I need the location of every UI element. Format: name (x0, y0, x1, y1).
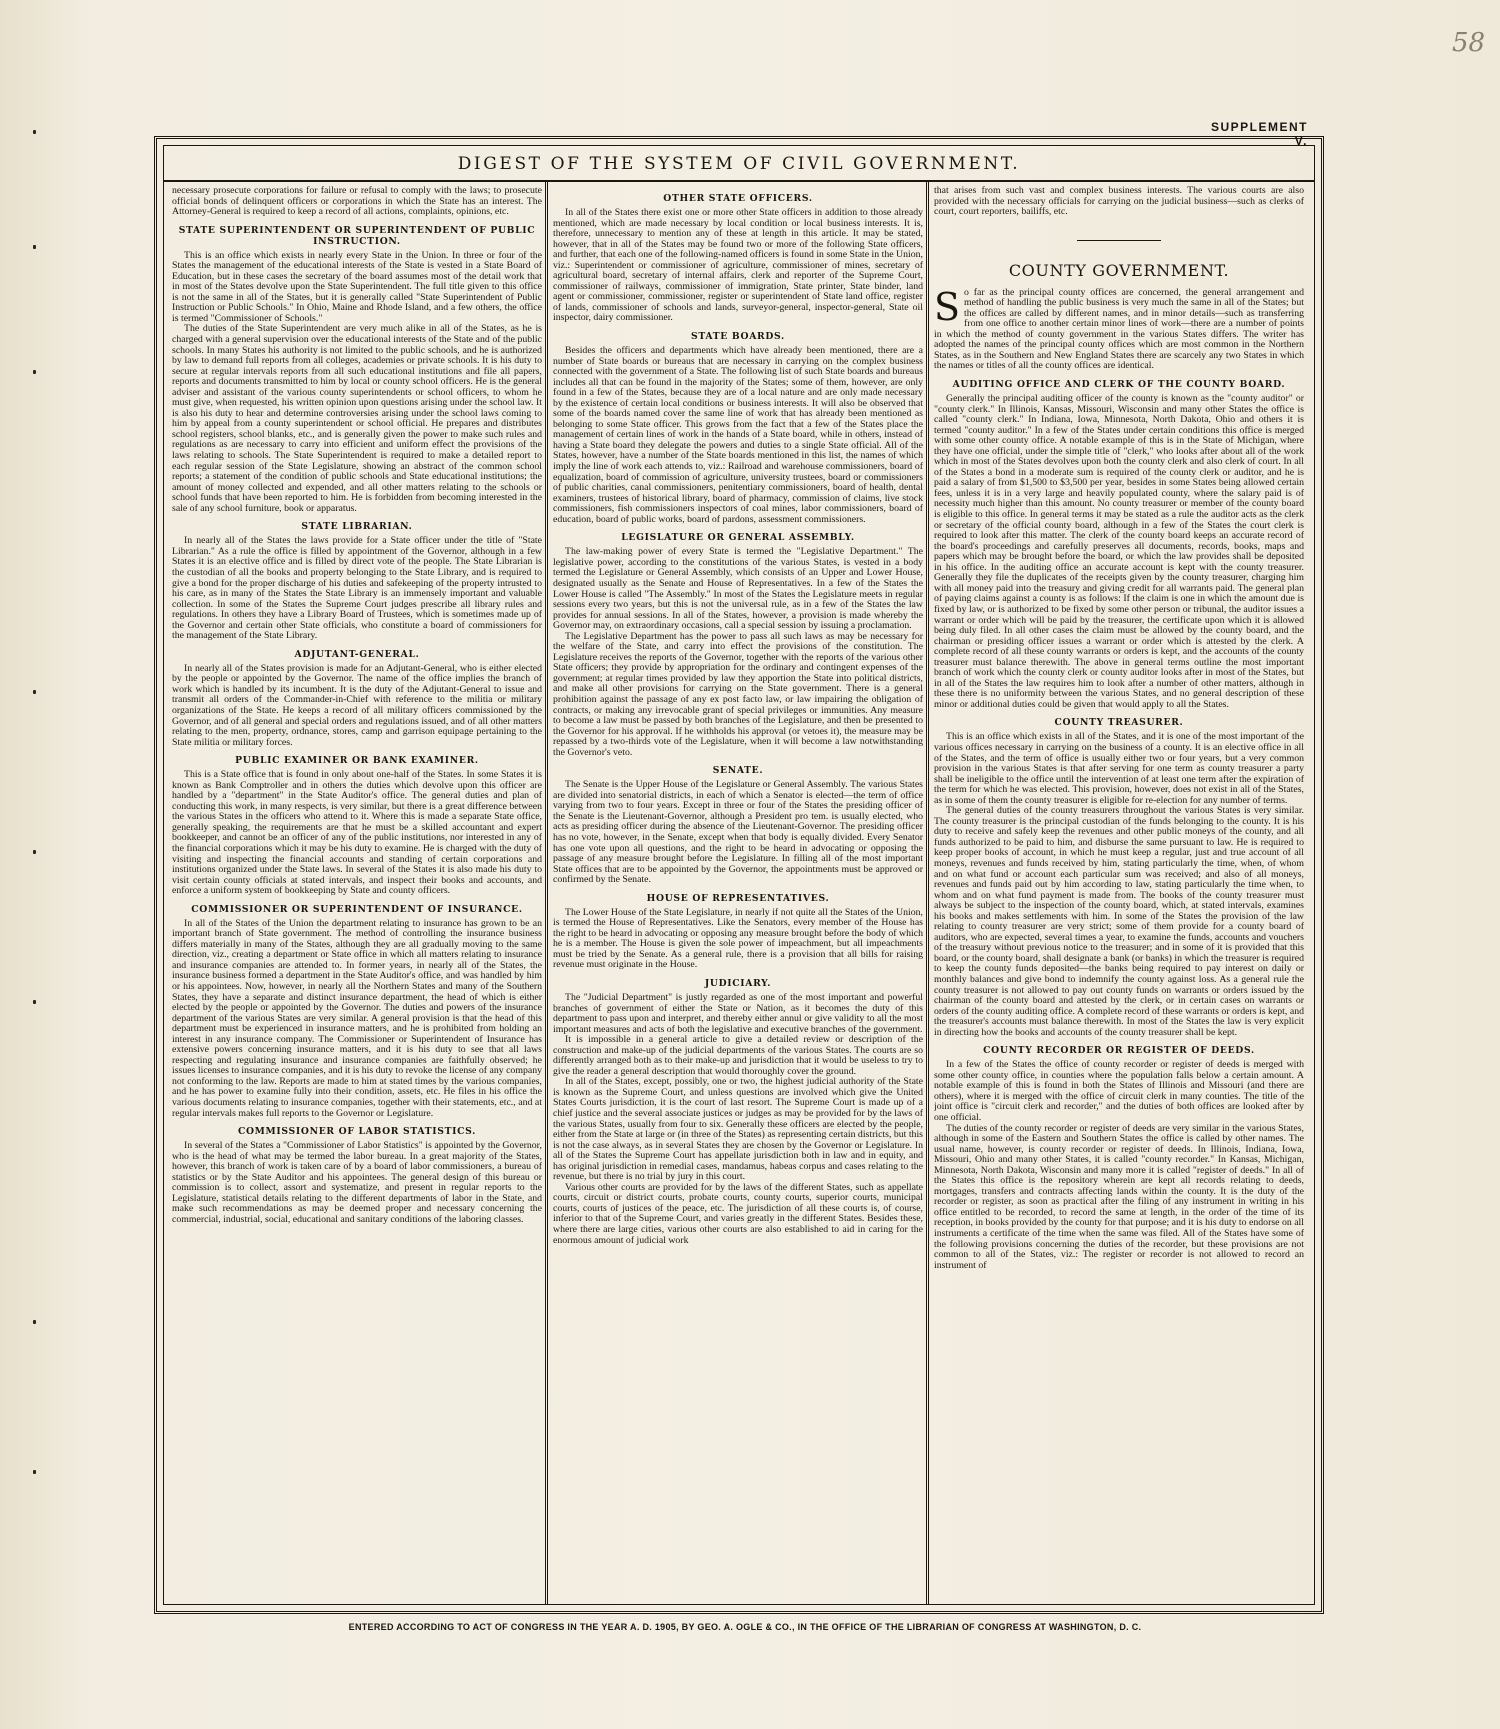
section-heading-recorder: COUNTY RECORDER OR REGISTER OF DEEDS. (983, 1045, 1255, 1057)
paragraph: The Senate is the Upper House of the Legislature or General Assembly. The various States are divided into senatorial districts, in each of which a Senator is elected—the term of office varying from two to four years. Except in three or four of the States the presiding officer of the Senate is the Lieutenant-Governor, although a President pro tem. is usually elected, who acts as presiding officer during the absence of the Lieutenant-Governor. The presiding officer has no vote, however, in the Senate, except when that body is equally divided. Every Senator has one vote upon all questions, and the right to be heard in advocating or opposing the passage of any measure brought before the Legislature. In filling all of the most important State offices that are to be appointed by the Governor, the appointments must be approved or confirmed by the Senate. (553, 779, 923, 886)
column-divider (545, 182, 548, 1604)
content-inner-frame (163, 145, 1315, 1605)
content-frame (154, 136, 1324, 1614)
copyright-footer: ENTERED ACCORDING TO ACT OF CONGRESS IN THE YEAR A. D. 1905, BY GEO. A. OGLE & CO., IN THE OFFICE OF THE LIBRARIAN OF CONGRESS AT WASHINGTON, D. C. (348, 1622, 1142, 1632)
section-divider (1077, 240, 1161, 241)
binding-hole-mark (33, 1320, 36, 1324)
paragraph: In nearly all of the States provision is made for an Adjutant-General, who is either elected by the people or appointed by the Governor. The name of the office implies the branch of work which is handled by its incumbent. It is the duty of the Adjutant-General to issue and transmit all orders of the Commander-in-Chief with reference to the militia or military organizations of the State. He keeps a record of all military officers commissioned by the Governor, and of all general and special orders and regulations issued, and of all other matters relating to the men, property, ordnance, stores, camp and garrison equipage pertaining to the State militia or military forces. (172, 662, 542, 748)
paragraph (934, 284, 1304, 372)
paragraph: that arises from such vast and complex business interests. The various courts are also provided with the necessary officials for carrying on the judicial business—such as clerks of court, court reporters, bailiffs, etc. (934, 186, 1304, 218)
paragraph: The "Judicial Department" is justly regarded as one of the most important and powerful branches of government of either the State or Nation, as it becomes the duty of this department to pass upon and interpret, and thereby either annul or give validity to all the most important measures and acts of both the legislative and executive branches of the government. (553, 992, 923, 1035)
paragraph: Various other courts are provided for by the laws of the different States, such as appellate courts, circuit or district courts, probate courts, county courts, superior courts, municipal courts, courts of justices of the peace, etc. The jurisdiction of all these courts is, of course, inferior to that of the Supreme Court, and varies greatly in the different States. Besides these, where there are large cities, various other courts are also established to aid in caring for the enormous amount of judicial work (553, 1181, 923, 1246)
binding-hole-mark (33, 370, 36, 374)
paragraph: Generally the principal auditing officer of the county is known as the "county auditor" or "county clerk." In Illinois, Kansas, Missouri, Wisconsin and many other States the office is called "county clerk." In Indiana, Iowa, Minnesota, North Dakota, Ohio and others it is termed "county auditor." In a few of the States under certain conditions this office is merged with some other county office. A notable example of this is in the State of Michigan, where they have one official, under the simple title of "clerk," who looks after about all of the work which in most of the States devolves upon both the county clerk and also clerk of court. In all of the States a bond in a moderate sum is required of the county clerk or auditor, and he is paid a salary of from $1,500 to $3,500 per year, besides in some States being allowed certain fees, unless it is in a very large and heavily populated county, where the salary paid is of necessity much higher than this amount. No county treasurer or member of the county board is eligible to this office. In general terms it may be stated as a rule the auditor acts as the clerk or secretary of the official county board, although in a few of the States the court clerk is required to look after this matter. The clerk of the county board keeps an accurate record of the board's proceedings and carefully preserves all documents, records, books, maps and papers which may be brought before the board, or which the law provides shall be deposited in his office. In the auditing office an accurate account is kept with the county treasurer. Generally they file the duplicates of the receipts given by the county treasurer, charging him with all money paid into the treasury and giving credit for all warrants paid. The general plan of paying claims against a county is as follows: If the claim is one in which the amount due is fixed by law, or is authorized to be fixed by some other person or tribunal, the auditor issues a warrant or order which will be paid by the treasurer, the certificate upon which it is allowed being duly filed. In all other cases the claim must be allowed by the county board, and the chairman or presiding officer issues a warrant or order which is attested by the clerk. A complete record of all these county warrants or orders is kept, and the accounts of the county treasurer must balance therewith. The above in general terms outline the most important branch of work which the county clerk or county auditor looks after in most of the States, but in all of the States the law requires him to look after a number of other matters, although in these there is no uniformity between the various States, and no general description of these minor or additional duties could be given that would apply to all the States. (934, 393, 1304, 710)
section-heading-treasurer: COUNTY TREASURER. (1054, 717, 1184, 729)
paragraph: It is impossible in a general article to give a detailed review or description of the construction and make-up of the judicial departments of the various States. The courts are so differently arranged both as to their make-up and jurisdiction that it would be useless to try to give the reader a general description that would thoroughly cover the ground. (553, 1034, 923, 1077)
binding-hole-mark (33, 1000, 36, 1004)
paragraph: This is a State office that is found in only about one-half of the States. In some States it is known as Bank Comptroller and in others the duties which devolve upon this officer are handled by a "department" in the State Auditor's office. The general duties and plan of conducting this work, in many respects, is very similar, but there is a great difference between the various States in the officers who attend to it. Where this is made a separate State office, generally speaking, the requirements are that he must be a skilled accountant and expert bookkeeper, and cannot be an officer of any of the public institutions, nor interested in any of the financial corporations which it may be his duty to examine. He is charged with the duty of visiting and inspecting the financial accounts and standing of certain corporations and institutions organized under the State laws. In several of the States it is also made his duty to visit certain county officials at stated intervals, and inspect their books and accounts, and enforce a uniform system of bookkeeping by State and county officers. (172, 769, 542, 897)
paragraph: In all of the States, except, possibly, one or two, the highest judicial authority of the State is known as the Supreme Court, and unless questions are involved which give the United States Courts jurisdiction, it is the court of last resort. The Supreme Court is made up of a chief justice and the several associate justices or judges as may be provided for by the laws of the various States, usually from four to six. Generally these officers are elected by the people, either from the State at large or (in three of the States) as representing certain districts, but this is not the case always, as in several States they are chosen by the Governor or Legislature. In all of the States the Supreme Court has appellate jurisdiction both in law and in equity, and has original jurisdiction in remedial cases, mandamus, habeas corpus and cases relating to the revenue, but there is no trial by jury in this court. (553, 1076, 923, 1183)
page-number: 58 (1452, 28, 1486, 58)
binding-hole-mark (33, 850, 36, 854)
paragraph: necessary prosecute corporations for failure or refusal to comply with the laws; to prosecute official bonds of delinquent officers or corporations in which the State has an interest. The Attorney-General is required to keep a record of all actions, complaints, opinions, etc. (172, 186, 542, 218)
paragraph: The general duties of the county treasurers throughout the various States is very similar. The county treasurer is the principal custodian of the funds belonging to the county. It is his duty to receive and safely keep the revenues and other public moneys of the county, and all funds authorized to be paid to him, and disburse the same pursuant to law. He is required to keep proper books of account, in which he must keep a regular, just and true account of all moneys, revenues and funds received by him, stating particularly the time, when, of whom and on what fund or account each particular sum was received; and also of all moneys, revenues and funds paid out by him according to law, stating particularly the time when, to whom and on what fund payment is made from. The books of the county treasurer must always be subject to the inspection of the county board, which, at stated intervals, examines his books and makes settlements with him. In some of the States the provision of the law relating to county treasurer are very strict; some of them provide for a county board of auditors, who are expected, several times a year, to examine the funds, accounts and vouchers of the treasury without previous notice to the treasurer; and in some of it is provided that this board, or the county board, shall designate a bank (or banks) in which the treasurer is required to keep the county funds deposited—the banks being required to pay interest on daily or monthly balances and give bond to indemnify the county against loss. As a general rule the county treasurer is not allowed to pay out county funds on warrants or orders issued by the chairman of the county board and attested by the clerk, or in certain cases on warrants or orders of the county auditing office. A complete record of these warrants or orders is kept, and the treasurer's accounts must balance therewith. In most of the States the law is very explicit in directing how the books and accounts of the county treasurer shall be kept. (934, 805, 1304, 1038)
binding-hole-mark (33, 130, 36, 134)
binding-hole-mark (33, 1470, 36, 1474)
column-divider (926, 182, 929, 1604)
section-heading-adjutant: ADJUTANT-GENERAL. (294, 648, 420, 660)
section-heading-librarian: STATE LIBRARIAN. (301, 521, 413, 533)
section-heading-insurance: COMMISSIONER OR SUPERINTENDENT OF INSURANCE. (191, 903, 523, 915)
paragraph: The duties of the county recorder or register of deeds are very similar in the various States, although in some of the Eastern and Southern States the office is called by other names. The usual name, however, is county recorder or register of deeds. In Illinois, Indiana, Iowa, Missouri, Ohio and many other States, it is called "county recorder." In Kansas, Michigan, Minnesota, North Dakota, Wisconsin and many more it is called "register of deeds." In all of the States this office is the repository wherein are kept all records relating to deeds, mortgages, transfers and contracts affecting lands within the county. It is the duty of the recorder or register, as soon as practical after the filing of any instrument in writing in his office entitled to be recorded, to record the same at length, in the order of the time of its reception, in books provided by the county for that purpose; and it is his duty to endorse on all instruments a certificate of the time when the same was filed. All of the States have some of the following provisions concerning the duties of the recorder, but these provisions are not common to all of the States, viz.: The register or recorder is not allowed to record an instrument of (934, 1122, 1304, 1271)
paragraph: The law-making power of every State is termed the "Legislative Department." The legislative power, according to the constitutions of the various States, is vested in a body termed the Legislature or General Assembly, which consists of an Upper and Lower House, designated usually as the Senate and House of Representatives. In a few of the States the Lower House is called "The Assembly." In most of the States the Legislature meets in regular sessions every two years, but this is not the universal rule, as in a few of the States the law provides for annual sessions. In all of the States, however, a provision is made whereby the Governor may, on extraordinary occasions, call a special session by issuing a proclamation. (553, 546, 923, 632)
paragraph: In all of the States there exist one or more other State officers in addition to those already mentioned, which are made necessary by local condition or local business interests. It is, therefore, unnecessary to mention any of these at length in this article. It may be stated, however, that in all of the States may be found two or more of the following State officers, and further, that each one of the following-named officers is found in some State in the Union, viz.: Superintendent or commissioner of agriculture, commissioner of mines, secretary of agricultural board, secretary of internal affairs, clerk and reporter of the Supreme Court, commissioner of railways, commissioner of immigration, State printer, State binder, land agent or commissioner, commissioner, register or superintendent of State land office, register of lands, commissioner of schools and lands, surveyor-general, inspector-general, State oil inspector, dairy commissioner. (553, 207, 923, 324)
paragraph-text: o far as the principal county offices are concerned, the general arrangement and method of handling the public business is very much the same in all of the States; but the offices are called by different names, and in minor details—such as transferring from one office to another certain minor lines of work—there are a number of points in which the method of county government in the various States differs. The writer has adopted the names of the principal county offices which are most common in the Northern States, as in the Southern and New England States there are scarcely any two States in which the names or titles of all the county offices are identical. (934, 286, 1304, 372)
page-header (164, 146, 1314, 182)
paragraph: The Lower House of the State Legislature, in nearly if not quite all the States of the Union, is termed the House of Representatives. Like the Senators, every member of the House has the right to be heard in advocating or opposing any measure brought before the body of which he is a member. The House is given the sole power of impeachment, but all impeachments must be tried by the Senate. As a general rule, there is a provision that all bills for raising revenue must originate in the House. (553, 906, 923, 971)
paragraph: In nearly all of the States the laws provide for a State officer under the title of "State Librarian." As a rule the office is filled by appointment of the Governor, although in a few States it is an elective office and is filled by direct vote of the people. The State Librarian is the custodian of all the books and property belonging to the State Library, and is required to give a bond for the proper discharge of his duties and safekeeping of the property intrusted to his care, as in many of the States the State Library is an immensely important and valuable collection. In some of the States the Supreme Court judges prescribe all library rules and regulations. In others they have a Library Board of Trustees, which is sometimes made up of the Governor and certain other State officials, who constitute a board of commissioners for the management of the State Library. (172, 535, 542, 642)
section-heading-labor: COMMISSIONER OF LABOR STATISTICS. (237, 1126, 477, 1138)
section-heading-other-officers: OTHER STATE OFFICERS. (663, 193, 813, 204)
page-title: DIGEST OF THE SYSTEM OF CIVIL GOVERNMENT. (457, 154, 1021, 174)
section-heading-house: HOUSE OF REPRESENTATIVES. (646, 892, 830, 904)
section-heading-senate: SENATE. (712, 765, 764, 777)
section-heading-judiciary: JUDICIARY. (704, 978, 772, 989)
binding-hole-mark (33, 245, 36, 249)
supplement-label: SUPPLEMENT V. (1210, 120, 1308, 148)
paragraph: This is an office which exists in nearly every State in the Union. In three or four of the States the management of the educational interests of the State is vested in a State Board of Education, but in these cases the secretary of the board assumes most of the detail work that in most of the States devolve upon the State Superintendent. The full title given to this office is not the same in all of the States, but it is generally called "State Superintendent of Public Instruction or Public Schools." In Ohio, Maine and Rhode Island, and a few others, the office is termed "Commissioner of Schools." (172, 249, 542, 324)
section-heading-legislature: LEGISLATURE OR GENERAL ASSEMBLY. (621, 532, 855, 544)
paragraph: In all of the States of the Union the department relating to insurance has grown to be an important branch of State government. The method of controlling the insurance business differs materially in many of the States, although they are all gradually moving to the same direction, viz., creating a department or State office in which all matters relating to insurance and insurance companies are attended to. In former years, in nearly all of the States, the insurance business formed a department in the State Auditor's office, and was handled by him or his appointees. Now, however, in nearly all the Northern States and many of the Southern States, they have a separate and distinct insurance department, the head of which is either elected by the people or appointed by the Governor. The duties and powers of the insurance department of the various States are very similar. A general provision is that the head of this department must be experienced in insurance matters, and he is prohibited from holding an interest in any insurance company. The Commissioner or Superintendent of Insurance has extensive powers concerning insurance matters, and it is his duty to see that all laws respecting and regulating insurance and insurance companies are faithfully observed; he issues licenses to insurance companies, and it is his duty to revoke the license of any company not conforming to the law. Reports are made to him at stated times by the various companies, and he has power to examine fully into their condition, assets, etc. He files in his office the various documents relating to insurance companies, together with their statements, etc., and at regular intervals makes full reports to the Governor or Legislature. (172, 917, 542, 1119)
section-heading-boards: STATE BOARDS. (691, 331, 785, 343)
paragraph: In a few of the States the office of county recorder or register of deeds is merged with some other county office, in counties where the population falls below a certain amount. A notable example of this is found in both the States of Illinois and Missouri (and there are others), where it is merged with the office of circuit clerk in many counties. The title of the joint office is "circuit clerk and recorder," and the duties of both offices are looked after by one official. (934, 1059, 1304, 1124)
paragraph: The Legislative Department has the power to pass all such laws as may be necessary for the welfare of the State, and carry into effect the provisions of the constitution. The Legislature receives the reports of the Governor, together with the reports of the various other State officers; they provide by appropriation for the ordinary and contingent expenses of the government; at regular times provided by law they apportion the State into political districts, and make all other provisions for carrying on the State government. There is a general prohibition against the passage of any ex post facto law, or law impairing the obligation of contracts, or making any irrevocable grant of special privileges or immunities. Any measure to become a law must be passed by both branches of the Legislature, and then be presented to the Governor for his approval. If he withholds his approval (or vetoes it), the measure may be repassed by a two-thirds vote of the Legislature, when it will become a law notwithstanding the Governor's veto. (553, 630, 923, 758)
column-middle (553, 186, 923, 1598)
section-heading-examiner: PUBLIC EXAMINER OR BANK EXAMINER. (235, 755, 479, 767)
paragraph: Besides the officers and departments which have already been mentioned, there are a number of State boards or bureaus that are necessary in carrying on the complex business connected with the government of a State. The following list of such State boards and bureaus includes all that can be found in the majority of the States; some of them, however, are only found in a few of the States, because they are of a local nature and are only made necessary by the existence of certain local conditions or business interests. It will also be observed that some of the boards named cover the same line of work that has already been mentioned as belonging to some State officer. This grows from the fact that a few of the States place the management of certain lines of work in the hands of a State board, while in others, instead of having a State board they delegate the powers and duties to a single State official. All of the States, however, have a number of the State boards mentioned in this list, the names of which imply the line of work each attends to, viz.: Railroad and warehouse commissioners, board of equalization, board of commission of agriculture, university trustees, board or commissioners of public charities, canal commissioners, penitentiary commissioners, board of health, dental examiners, trustees of historical library, board of pharmacy, commission of claims, live stock commissioners, fish commissioners inspectors of coal mines, labor commissioners, board of education, board of public works, board of pardons, assessment commissioners. (553, 345, 923, 525)
column-left (172, 186, 542, 1598)
binding-hole-mark (33, 690, 36, 694)
drop-cap: S (934, 284, 961, 329)
county-government-title: COUNTY GOVERNMENT. (1008, 260, 1230, 280)
section-heading-auditing: AUDITING OFFICE AND CLERK OF THE COUNTY BOARD. (952, 379, 1286, 391)
column-right (934, 186, 1304, 1598)
paragraph: In several of the States a "Commissioner of Labor Statistics" is appointed by the Governor, who is the head of what may be termed the labor bureau. In a great majority of the States, however, this branch of work is taken care of by a board of labor commissioners, a bureau of statistics or by the State Auditor and his appointees. The general design of this bureau or commission is to collect, assort and systematize, and present in regular reports to the Legislature, statistical details relating to the different departments of labor in the State, and make such recommendations as may be deemed proper and necessary concerning the commercial, industrial, social, educational and sanitary conditions of the laboring classes. (172, 1140, 542, 1225)
paragraph: This is an office which exists in all of the States, and it is one of the most important of the various offices necessary in carrying on the business of a county. It is an elective office in all of the States, and the term of office is usually either two or four years, but a very common provision in the various States is that after serving for one term as county treasurer a party shall be ineligible to the office until the intervention of at least one term after the expiration of the term for which he was elected. This provision, however, does not exist in all of the States, as in some of them the county treasurer is eligible for re-election for any number of terms. (934, 731, 1304, 806)
section-heading-superintendent: STATE SUPERINTENDENT OR SUPERINTENDENT OF PUBLIC INSTRUCTION. (178, 224, 536, 247)
paragraph: The duties of the State Superintendent are very much alike in all of the States, as he is charged with a general supervision over the educational interests of the State and of the public schools. In many States his authority is not limited to the public schools, and he is authorized by law to demand full reports from all colleges, academies or private schools. It is his duty to secure at regular intervals reports from all such educational institutions and file all papers, reports and documents transmitted to him by local or county school officers. He is the general adviser and assistant of the various county superintendents or school officers, to whom he must give, when requested, his written opinion upon questions arising under the school law. It is also his duty to hear and determine controversies arising under the school laws coming to him by appeal from a county superintendent or school official. He prepares and distributes school registers, school blanks, etc., and is generally given the power to make such rules and regulations as are necessary to carry into efficient and uniform effect the provisions of the laws relating to schools. The State Superintendent is required to make a detailed report to each regular session of the State Legislature, showing an abstract of the common school reports; a statement of the condition of public schools and State educational institutions; the amount of money collected and expended, and all other matters relating to the schools or school funds that have been reported to him. He is forbidden from becoming interested in the sale of any school furniture, book or apparatus. (172, 323, 542, 514)
